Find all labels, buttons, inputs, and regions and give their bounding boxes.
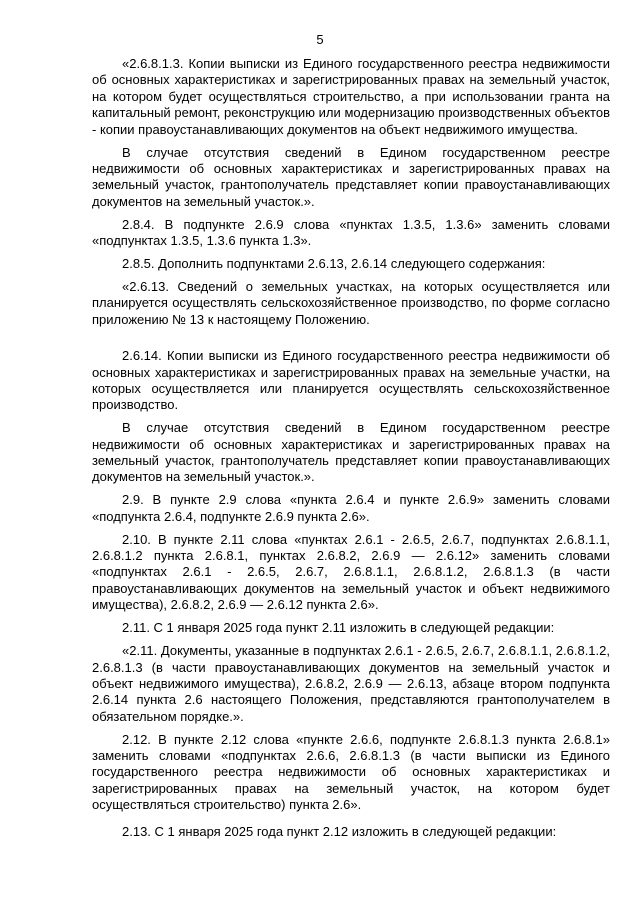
paragraph-absence-of-records: В случае отсутствия сведений в Едином государственном реестре недвижимости об основных характеристиках и зарегистрированных правах на земельный участок, грантополучатель представляет копии правоустанавливающих документов на земельный участок.». <box>92 144 610 209</box>
paragraph-2-8-4: 2.8.4. В подпункте 2.6.9 слова «пунктах 1.3.5, 1.3.6» заменить словами «подпунктах 1.3.5, 1.3.6 пункта 1.3». <box>92 216 610 249</box>
paragraph-2-6-8-1-3: «2.6.8.1.3. Копии выписки из Единого государственного реестра недвижимости об основных характеристиках и зарегистрированных правах на земельный участок, на котором будет осуществляться строительство, а при использовании гранта на капитальный ремонт, реконструкцию или модернизацию производственных объектов - копии правоустанавливающих документов на объект недвижимого имущества. <box>92 56 610 137</box>
paragraph-2-6-13: «2.6.13. Сведений о земельных участках, на которых осуществляется или планируется осуществлять сельскохозяйственное производство, по форме согласно приложению № 13 к настоящему Положению. <box>92 278 610 327</box>
paragraph-2-13: 2.13. С 1 января 2025 года пункт 2.12 изложить в следующей редакции: <box>122 823 557 839</box>
paragraph-2-8-5: 2.8.5. Дополнить подпунктами 2.6.13, 2.6.14 следующего содержания: <box>122 255 546 271</box>
page-number: 5 <box>316 32 324 47</box>
paragraph-2-12: 2.12. В пункте 2.12 слова «пункте 2.6.6, подпункте 2.6.8.1.3 пункта 2.6.8.1» заменить словами «подпунктах 2.6.6, 2.6.8.1.3 (в части выписки из Единого государственного реестра недвижимости об основных характеристиках и зарегистрированных правах на земельный участок, на котором будет осуществляться строительство) пункта 2.6». <box>92 731 610 813</box>
paragraph-2-11-text: «2.11. Документы, указанные в подпунктах 2.6.1 - 2.6.5, 2.6.7, 2.6.8.1.1, 2.6.8.1.2, 2.6.8.1.3 (в части правоустанавливающих документов на земельный участок и объект недвижимого имущества), 2.6.8.2, 2.6.9 — 2.6.13, абзаце втором подпункта 2.6.14 пункта 2.6 настоящего Положения, представляются грантополучателем в обязательном порядке.». <box>92 643 610 724</box>
document-body <box>92 56 610 840</box>
paragraph-2-6-14: 2.6.14. Копии выписки из Единого государственного реестра недвижимости об основных характеристиках и зарегистрированных правах на земельные участки, на которых осуществляется или планируется осуществлять сельскохозяйственное производство. <box>92 348 610 413</box>
paragraph-2-9: 2.9. В пункте 2.9 слова «пункта 2.6.4 и пункте 2.6.9» заменить словами «подпункта 2.6.4, подпункте 2.6.9 пункта 2.6». <box>92 492 610 524</box>
paragraph-absence-of-records-2: В случае отсутствия сведений в Едином государственном реестре недвижимости об основных характеристиках и зарегистрированных правах на земельный участок, грантополучатель представляет копии правоустанавливающих документов на земельный участок.». <box>92 420 610 485</box>
paragraph-2-11: 2.11. С 1 января 2025 года пункт 2.11 изложить в следующей редакции: <box>122 620 555 636</box>
paragraph-2-10: 2.10. В пункте 2.11 слова «пунктах 2.6.1 - 2.6.5, 2.6.7, подпунктах 2.6.8.1.1, 2.6.8.1.2 пункта 2.6.8.1, пунктах 2.6.8.2, 2.6.9 — 2.6.12» заменить словами «подпунктах 2.6.1 - 2.6.5, 2.6.7, 2.6.8.1.1, 2.6.8.1.2, 2.6.8.1.3 (в части правоустанавливающих документов на земельный участок и объект недвижимого имущества), 2.6.8.2, 2.6.9 — 2.6.12 пункта 2.6». <box>92 531 610 613</box>
